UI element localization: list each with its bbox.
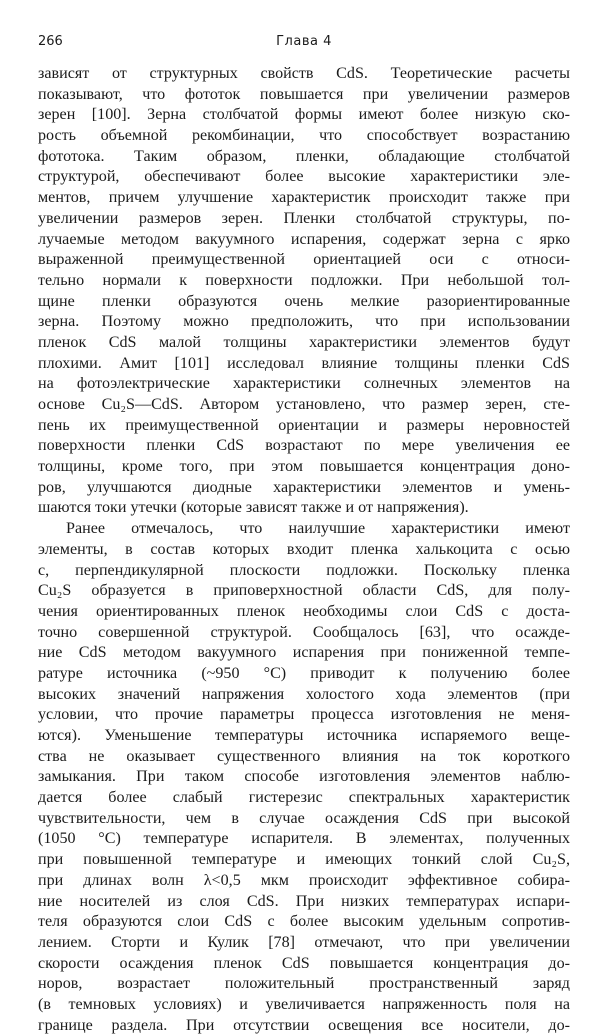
text-line: фототока. Таким образом, пленки, обладающие столбчатой — [38, 147, 570, 165]
text-line: выраженной преимущественной ориентацией оси c относи- — [38, 251, 570, 269]
text-line: показывают, что фототок повышается при увеличении размеров — [38, 85, 570, 103]
text-line: зерен [100]. Зерна столбчатой формы имеют более низкую ско- — [38, 106, 570, 124]
text-line: ментов, причем улучшение характеристик происходит также при — [38, 189, 570, 207]
text-line: замыкания. При таком способе изготовления элементов наблю- — [38, 768, 570, 786]
text-line: Cu₂S образуется в приповерхностной области CdS, для полу- — [38, 582, 570, 600]
text-line: на фотоэлектрические характеристики солнечных элементов на — [38, 375, 570, 393]
text-line: скорости осаждения пленок CdS повышается концентрация до- — [38, 954, 570, 972]
text-line: ние CdS методом вакуумного испарения при пониженной темпе- — [38, 644, 570, 662]
text-line: щине пленки образуются очень мелкие разориентированные — [38, 292, 570, 310]
text-line: пленок CdS малой толщины характеристики элементов будут — [38, 333, 570, 351]
text-line: пень их преимущественной ориентации и размеры неровностей — [38, 416, 570, 434]
text-line: поверхности пленки CdS возрастают по мере увеличения ее — [38, 437, 570, 455]
text-line: теля образуются слои CdS с более высоким удельным сопротив- — [38, 913, 570, 931]
text-line: увеличении размеров зерен. Пленки столбчатой структуры, по- — [38, 209, 570, 227]
text-line: основе Cu₂S—CdS. Автором установлено, что размер зерен, сте- — [38, 396, 570, 413]
text-line: (1050 °C) температуре испарителя. В элементах, полученных — [38, 830, 570, 848]
text-line: норов, возрастает положительный пространственный заряд — [38, 975, 570, 993]
paragraph — [38, 519, 570, 1036]
text-line: лучаемые методом вакуумного испарения, содержат зерна с ярко — [38, 230, 570, 248]
paragraph — [38, 64, 570, 519]
text-line: c, перпендикулярной плоскости подложки. Поскольку пленка — [38, 561, 570, 579]
chapter-title: Глава 4 — [276, 34, 332, 49]
text-line: ров, улучшаются диодные характеристики элементов и умень- — [38, 478, 570, 496]
body-text — [38, 64, 570, 1036]
text-line: точно совершенной структурой. Сообщалось [63], что осажде- — [38, 623, 570, 641]
running-header — [38, 34, 570, 56]
text-line: дается более слабый гистерезис спектральных характеристик — [38, 789, 570, 807]
text-line: шаются токи утечки (которые зависят также и от напряжения). — [38, 499, 469, 517]
text-line: ние носителей из слоя CdS. При низких температурах испари- — [38, 892, 570, 910]
text-line: тельно нормали к поверхности подложки. При небольшой тол- — [38, 271, 570, 289]
text-line: лением. Сторти и Кулик [78] отмечают, что при увеличении — [38, 933, 570, 951]
text-line: рость объемной рекомбинации, что способствует возрастанию — [38, 127, 570, 145]
text-line: условии, что прочие параметры процесса изготовления не меня- — [38, 706, 570, 724]
page-number: 266 — [38, 34, 63, 49]
text-line: границе раздела. При отсутствии освещения все носители, до- — [38, 1016, 570, 1034]
text-line: Ранее отмечалось, что наилучшие характеристики имеют — [66, 520, 570, 538]
text-line: высоких значений напряжения холостого хода элементов (при — [38, 685, 570, 703]
text-line: элементы, в состав которых входит пленка халькоцита с осью — [38, 540, 570, 558]
text-line: при повышенной температуре и имеющих тонкий слой Cu₂S, — [38, 851, 570, 869]
text-line: плохими. Амит [101] исследовал влияние толщины пленки CdS — [38, 354, 570, 372]
text-line: ратуре источника (~950 °C) приводит к получению более — [38, 664, 570, 682]
text-line: чения ориентированных пленок необходимы слои CdS с доста- — [38, 602, 570, 620]
text-line: чувствительности, чем в случае осаждения CdS при высокой — [38, 809, 570, 827]
text-line: при длинах волн λ<0,5 мкм происходит эффективное собира- — [38, 871, 570, 889]
text-line: структурой, обеспечивают более высокие характеристики эле- — [38, 168, 570, 186]
text-line: (в темновых условиях) и увеличивается напряженность поля на — [38, 995, 570, 1013]
text-line: толщины, кроме того, при этом повышается концентрация доно- — [38, 458, 570, 476]
text-line: ства не оказывает существенного влияния на ток короткого — [38, 747, 570, 765]
text-line: зерна. Поэтому можно предположить, что при использовании — [38, 313, 570, 331]
text-line: зависят от структурных свойств CdS. Теоретические расчеты — [38, 65, 570, 82]
text-line: ются). Уменьшение температуры источника испаряемого веще- — [38, 727, 570, 744]
